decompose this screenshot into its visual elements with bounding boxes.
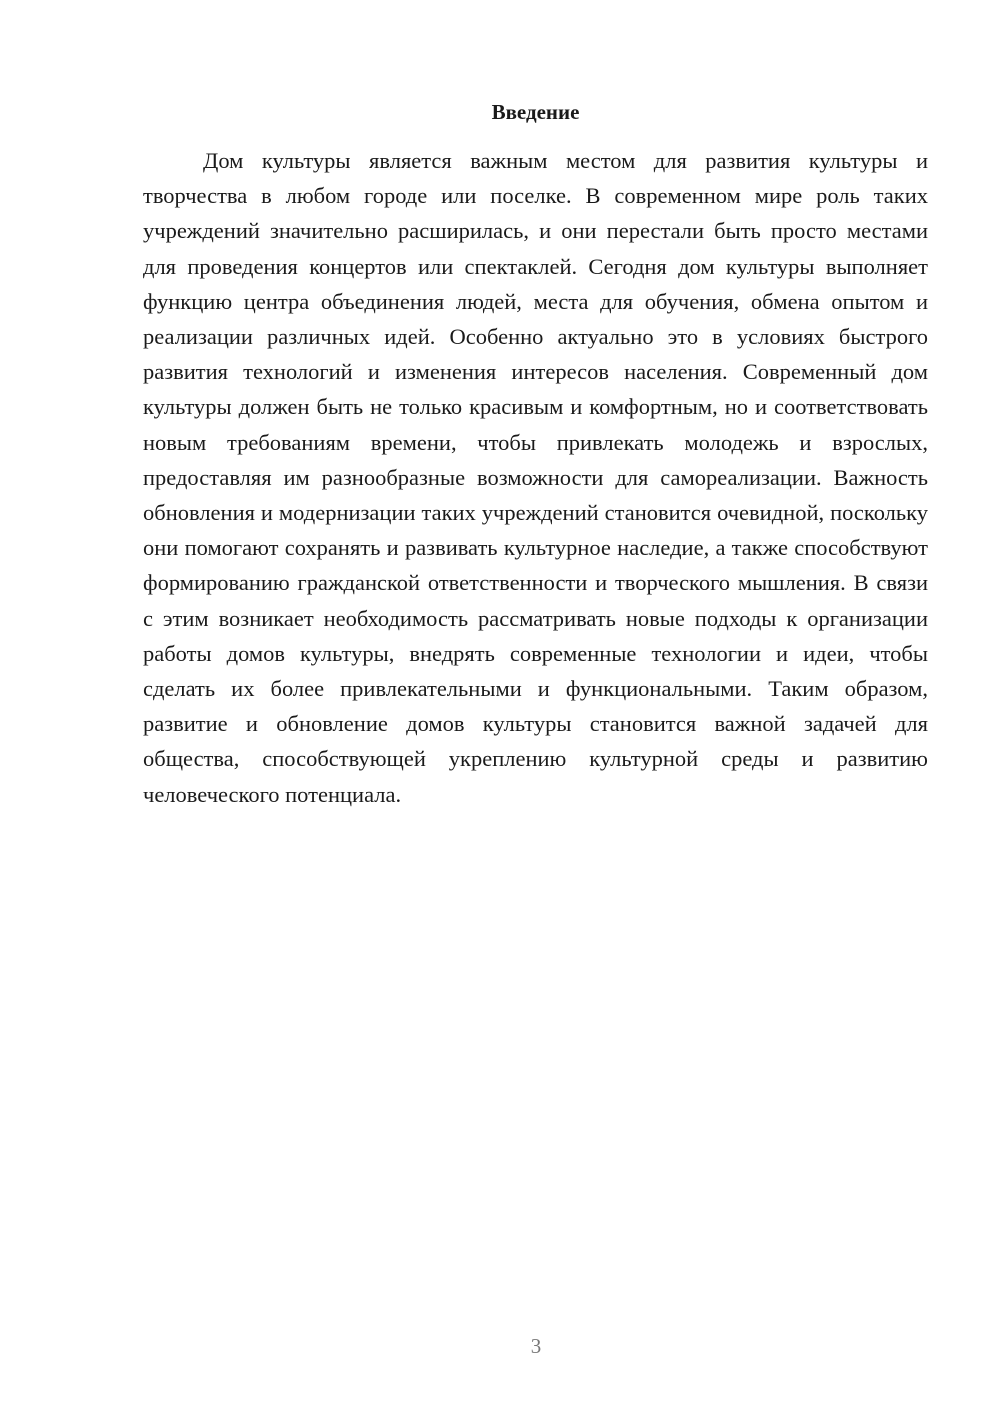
body-paragraph: Дом культуры является важным местом для развития культуры и творчества в любом городе или поселке. В современном мире роль таких учреждений значительно расширилась, и они перестали быть просто местами для проведения концертов или спектаклей. Сегодня дом культуры выполняет функцию центра объединения людей, места для обучения, обмена опытом и реализации различных идей. Особенно актуально это в условиях быстрого развития технологий и изменения интересов населения. Современный дом культуры должен быть не только красивым и комфортным, но и соответствовать новым требованиям времени, чтобы привлекать молодежь и взрослых, предоставляя им разнообразные возможности для самореализации. Важность обновления и модернизации таких учреждений становится очевидной, поскольку они помогают сохранять и развивать культурное наследие, а также способствуют формированию гражданской ответственности и творческого мышления. В связи с этим возникает необходимость рассматривать новые подходы к организации работы домов культуры, внедрять современные технологии и идеи, чтобы сделать их более привлекательными и функциональными. Таким образом, развитие и обновление домов культуры становится важной задачей для общества, способствующей укреплению культурной среды и развитию человеческого потенциала.: [143, 148, 928, 807]
page-number: 3: [530, 1334, 542, 1358]
section-heading: Введение: [491, 100, 580, 124]
